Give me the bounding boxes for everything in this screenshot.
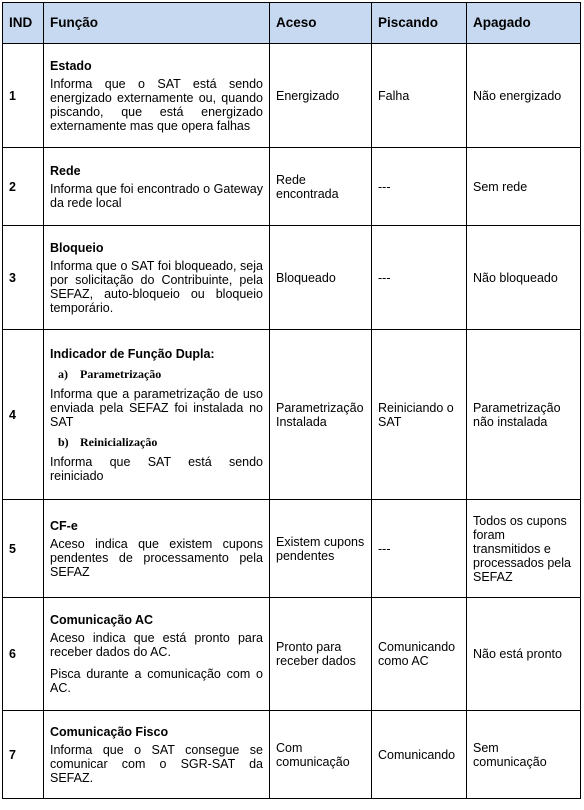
row-aceso: Bloqueado: [270, 226, 372, 330]
row-aceso: Pronto para receber dados: [270, 598, 372, 711]
subfunction-a-label: a): [58, 366, 68, 381]
row-piscando: Comunicando como AC: [372, 598, 467, 711]
table-row: [3, 330, 581, 500]
function-title: Bloqueio: [50, 240, 104, 255]
function-description: Informa que o SAT foi bloqueado, seja por solicitação do Contribuinte, pela SEFAZ, auto-bloqueio ou bloqueio temporário.: [50, 258, 263, 315]
row-ind: 7: [3, 711, 44, 799]
row-aceso: Parametrização Instalada: [270, 330, 372, 500]
function-description: Aceso indica que existem cupons pendentes de processamento pela SEFAZ: [50, 536, 263, 579]
subfunction-b-label: b): [58, 434, 69, 449]
function-title: CF-e: [50, 518, 78, 533]
table-row: [3, 711, 581, 799]
row-piscando: Reiniciando o SAT: [372, 330, 467, 500]
header-apagado: Apagado: [467, 3, 581, 44]
row-function: [44, 500, 270, 598]
row-ind: 5: [3, 500, 44, 598]
row-piscando: ---: [372, 226, 467, 330]
function-title: Rede: [50, 163, 81, 178]
function-title: Comunicação AC: [50, 613, 154, 627]
row-apagado: Não energizado: [467, 44, 581, 148]
subfunction-b-title: Reinicialização: [80, 434, 158, 449]
row-function: [44, 44, 270, 148]
row-ind: 1: [3, 44, 44, 148]
row-function: [44, 330, 270, 500]
function-description-secondary: Pisca durante a comunicação com o AC.: [50, 667, 263, 695]
row-function: [44, 598, 270, 711]
row-function: [44, 226, 270, 330]
table-header-row: [3, 3, 581, 44]
row-piscando: ---: [372, 500, 467, 598]
row-ind: 4: [3, 330, 44, 500]
row-apagado: Não está pronto: [467, 598, 581, 711]
function-description: Aceso indica que está pronto para receber dados do AC.: [50, 631, 263, 659]
function-title: Estado: [50, 58, 92, 73]
row-aceso: Energizado: [270, 44, 372, 148]
table-row: [3, 226, 581, 330]
row-apagado: Parametrização não instalada: [467, 330, 581, 500]
header-funcao: Função: [44, 3, 270, 44]
function-description: Informa que o SAT consegue se comunicar com o SGR-SAT da SEFAZ.: [50, 742, 263, 785]
row-apagado: Sem rede: [467, 148, 581, 226]
table-row: [3, 148, 581, 226]
row-function: [44, 148, 270, 226]
row-ind: 2: [3, 148, 44, 226]
row-ind: 6: [3, 598, 44, 711]
subfunction-a-heading: [58, 367, 263, 381]
subfunction-a-description: Informa que a parametrização de uso enviada pela SEFAZ foi instalada no SAT: [50, 386, 263, 429]
subfunction-b-heading: [58, 435, 263, 449]
row-aceso: Com comunicação: [270, 711, 372, 799]
row-piscando: Comunicando: [372, 711, 467, 799]
table-row: [3, 500, 581, 598]
subfunction-b-description: Informa que SAT está sendo reiniciado: [50, 454, 263, 483]
function-title: Indicador de Função Dupla:: [50, 346, 215, 361]
subfunction-a-title: Parametrização: [80, 366, 162, 381]
header-ind: IND: [3, 3, 44, 44]
function-description: Informa que foi encontrado o Gateway da rede local: [50, 181, 263, 210]
function-title: Comunicação Fisco: [50, 724, 169, 739]
row-piscando: ---: [372, 148, 467, 226]
header-aceso: Aceso: [270, 3, 372, 44]
row-apagado: Sem comunicação: [467, 711, 581, 799]
row-aceso: Rede encontrada: [270, 148, 372, 226]
row-function: [44, 711, 270, 799]
row-apagado: Não bloqueado: [467, 226, 581, 330]
table-row: [3, 598, 581, 711]
table-row: [3, 44, 581, 148]
row-apagado: Todos os cupons foram transmitidos e processados pela SEFAZ: [467, 500, 581, 598]
function-description: Informa que o SAT está sendo energizado externamente ou, quando piscando, que está energizado externamente mas que opera falhas: [50, 76, 263, 133]
row-ind: 3: [3, 226, 44, 330]
header-piscando: Piscando: [372, 3, 467, 44]
row-aceso: Existem cupons pendentes: [270, 500, 372, 598]
led-indicator-table: [2, 2, 581, 799]
row-piscando: Falha: [372, 44, 467, 148]
